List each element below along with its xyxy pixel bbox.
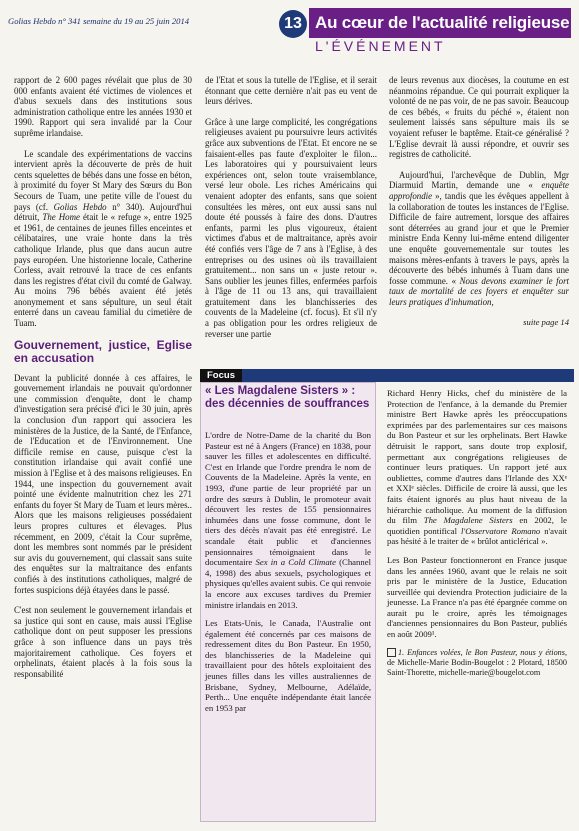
article-column-2 xyxy=(205,75,377,349)
checkbox-icon xyxy=(387,648,396,657)
issue-info xyxy=(8,16,278,32)
article-column-3 xyxy=(389,75,569,328)
focus-column-1 xyxy=(205,430,371,721)
paragraph: de leurs revenus aux diocèses, la coutume en est néanmoins répandue. Ce qui pourrait expliquer la volonté de ne pas voir, de ne pas savoir. Beaucoup de ces bébés, « fruits du péché », étaient non seulement laissés sans sépulture mais ils se voyaient refuser le baptême. Etait-ce généralisé ? L'Eglise devrait là aussi répondre, et ouvrir ses registres de catholicité. xyxy=(389,75,569,160)
paragraph: Les Bon Pasteur fonctionneront en France jusque dans les années 1960, avant que le relais ne soit pris par le ministère de la Justice, Education surveillée qui deviendra Protection judiciaire de la jeunesse. La France n'a pas été épargnée comme on aurait pu le croire, après les témoignages d'anciennes pensionnaires du Bon Pasteur, publiés en août 2009¹. xyxy=(387,554,567,640)
focus-label: Focus xyxy=(200,369,242,382)
subheading: Gouvernement, justice, Eglise en accusation xyxy=(14,337,192,365)
paragraph: Richard Henry Hicks, chef du ministère de la Protection de l'enfance, à la demande du Premier ministre Bert Hawke après les préoccupations exprimées par des parlementaires sur ces maisons du Bon Pasteur et sur les orphelinats. Bert Hawke détruisit le rapport, sans doute trop explosif, permettant aux congrégations religieuses de continuer leurs pratiques. Un rapport jeté aux oubliettes, comme d'autres dans l'Irlande des XXᵉ et XXIᵉ siècles. Difficile de croire là aussi, que les faits étaient ignorés au plus haut niveau de la hiérarchie catholique. Au moment de la diffusion du film The Magdalene Sisters en 2002, le quotidien pontifical l'Osservatore Romano n'avait pas hésité à le traiter de « brûlot anticlérical ». xyxy=(387,388,568,547)
issue-number: n° 341 xyxy=(58,16,81,26)
paragraph: Les Etats-Unis, le Canada, l'Australie ont également été concernés par ces maisons de redressement dites du Bon Pasteur. En 1950, des blanchisseries de la Madeleine qui travaillaient pour des hôtels exploitaient des jeunes filles dans les villes australiennes de Brisbane, Sydney, Melbourne, Adélaïde, Perth... Une enquête indépendante était lancée en 1953 par xyxy=(205,618,371,713)
paragraph: Aujourd'hui, l'archevêque de Dublin, Mgr Diarmuid Martin, demande une « enquête approfondie », tandis que les évêques appellent à la collaboration de toutes les instances de l'Eglise. Difficile de faire autrement, lorsque des affaires sont déterrées au grand jour et que le Premier ministre Enda Kenny lui-même entend diligenter une enquête gouvernementale sur toutes les maisons mères-enfants à travers le pays, après la découverte des bébés inhumés à Tuam dans une fosse commune. « Nous devons examiner le fort taux de mortalité de ces foyers et enquêter sur leurs pratiques d'inhumation, xyxy=(389,169,569,307)
paragraph: Le scandale des expérimentations de vaccins intervient après la découverte de près de huit cents squelettes de bébés dans une fosse en béton, à proximité du foyer St Mary des Sœurs du Bon Secours de Tuam, une petite ville de l'ouest du pays (cf. Golias Hebdo n° 340). Aujourd'hui détruit, The Home était le « refuge », entre 1925 et 1961, de centaines de jeunes filles enceintes et célibataires, une vraie honte dans la très catholique Irlande, plus que dans aucun autre pays européen. Une historienne locale, Catherine Corless, avait retrouvé la trace de ces enfants dans les registres d'état civil du comté de Galway. Au moins 796 bébés avaient été jetés anonymement et sans sépulture, un seul était enterré dans un caveau familial du cimetière de Tuam. xyxy=(14,148,192,329)
paragraph: Devant la publicité donnée à ces affaires, le gouvernement irlandais ne pouvait qu'ordonner une commission d'enquête, dont le champ d'investigation sera précisé d'ici le 30 juin, après la conclusion d'un rapport qui associera les ministères de la Justice, de la Santé, de l'Enfance, de l'Education et de l'Environnement. Une difficile remise en cause, puisque c'est la constitution irlandaise qui avait confié une mission à l'Eglise et à des maisons religieuses. En 1944, une inspection du gouvernement avait pointé une évidente malnutrition chez les 271 enfants du foyer St Mary de Tuam et leurs mères.. Alors que les maisons religieuses possédaient leurs propres cultures et élevages. Plus récemment, en 2009, c'était la Cour suprême, dont les membres sont nommés par le président sur avis du gouvernement, qui classait sans suite des enquêtes sur la maltraitance des enfants confiés à des institutions catholiques, malgré de fortes suspicions déjà étayées dans le passé. xyxy=(14,372,192,595)
focus-title: « Les Magdalene Sisters » : des décennies de souffrances xyxy=(205,385,370,410)
focus-bar xyxy=(200,369,574,382)
issue-week: semaine du 19 au 25 juin 2014 xyxy=(83,16,190,26)
page-number: 13 xyxy=(279,10,307,38)
article-column-1 xyxy=(14,75,192,689)
paragraph: L'ordre de Notre-Dame de la charité du Bon Pasteur est né à Angers (France) en 1838, pour sauver les filles et adolescentes en difficulté. C'est en Irlande que l'ordre prendra le nom de Couvents de la Madeleine. Après la vente, en 1993, d'une partie de leur propriété par un ordre des sœurs à Dublin, le promoteur avait découvert les restes de 155 pensionnaires inhumées dans une fosse commune, dont le tiers des décès n'avait pas été enregistré. Le scandale était public et d'anciennes pensionnaires témoignaient dans le documentaire Sex in a Cold Climate (Channel 4, 1998) des abus sexuels, psychologiques et physiques qu'elles avaient subis. Ce qui renvoie la encore aux excuses tardives du Premier ministre irlandais en 2013. xyxy=(205,430,371,610)
paragraph: C'est non seulement le gouvernement irlandais et sa justice qui sont en cause, mais aussi l'Eglise catholique dont on peut supposer les pressions grâce à son influence dans un pays très majoritairement catholique. Ces foyers et orphelinats, étaient placés à la fois sous la responsabilité xyxy=(14,605,192,679)
continuation-note: suite page 14 xyxy=(523,317,569,328)
section-label: L'ÉVÉNEMENT xyxy=(315,38,446,54)
paragraph: Grâce à une large complicité, les congrégations religieuses avaient pu poursuivre leurs activités grâce aux subventions de l'Etat. Et encore ne se faisaient-elles pas faute d'exploiter le filon... Les laboratoires qui y poursuivaient leurs expériences ont, selon toute vraisemblance, versé leur obole. Les riches Américains qui venaient adopter des enfants, sans que soient consultées les mères, ont eux aussi sans nul doute été poussés à faire des dons. D'autres enfants, parmi les plus vigoureux, étaient victimes d'abus et de maltraitance, après avoir été confiés vers l'âge de 7 ans à l'Eglise, à des entreprises ou des usines où ils travaillaient gratuitement... non sans un « juste retour ». Sans oublier les jeunes filles, enfermées parfois à l'âge de 11 ou 13 ans, qui travaillaient gratuitement dans les blanchisseries des couvents de la Madeleine (cf. focus). Et s'il n'y a pas obligation pour les ordres religieux de reverser une partie xyxy=(205,116,377,339)
paragraph: de l'Etat et sous la tutelle de l'Eglise, et il serait étonnant que cette dernière n'ait pas eu vent de leurs dérives. xyxy=(205,75,377,107)
paragraph: rapport de 2 600 pages révélait que plus de 30 000 enfants avaient été victimes de violences et d'abus sexuels dans des institutions sous administration catholique entre les années 1930 et 1990. Rapport qui sera invalidé par la Cour suprême irlandaise. xyxy=(14,75,192,138)
focus-column-2 xyxy=(387,388,567,686)
footnote: 1. Enfances volées, le Bon Pasteur, nous y étions, de Michelle-Marie Bodin-Bougelot : 2 Plotard, 18500 Saint-Thorette, michelle-marie@bougelot.com xyxy=(387,647,567,678)
section-banner: Au cœur de l'actualité religieuse xyxy=(309,8,571,38)
masthead-name: Golias Hebdo xyxy=(8,16,56,26)
